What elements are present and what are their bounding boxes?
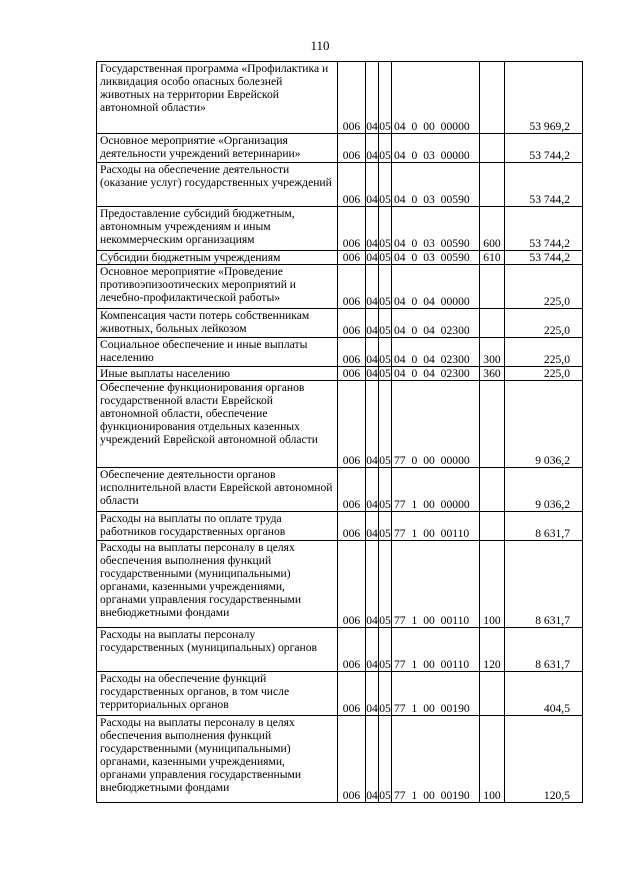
row-name-cell: Государственная программа «Профилактика и ликвидация особо опасных болезней животных на территории Еврейской автономной области» [97,62,338,134]
admin-code-cell: 006 [338,309,366,338]
table-row [97,468,583,512]
target-article-cell: 77 1 00 00000 [392,468,480,512]
expense-type-cell [480,468,505,512]
amount-cell: 53 744,2 [505,134,583,163]
section-code-cell: 04 [366,716,379,803]
section-code-cell: 04 [366,338,379,367]
target-article-cell: 77 1 00 00110 [392,628,480,672]
table-row [97,381,583,468]
section-code-cell: 04 [366,672,379,716]
target-article-cell: 04 0 03 00590 [392,207,480,251]
target-article-cell: 04 0 00 00000 [392,62,480,134]
expense-type-cell [480,163,505,207]
section-code-cell: 04 [366,207,379,251]
section-code-cell: 04 [366,541,379,628]
table-body [97,62,583,803]
target-article-cell: 77 1 00 00190 [392,716,480,803]
table-row [97,134,583,163]
expense-type-cell: 600 [480,207,505,251]
table-row [97,716,583,803]
target-article-cell: 04 0 03 00590 [392,251,480,265]
expense-type-cell: 610 [480,251,505,265]
section-code-cell: 04 [366,163,379,207]
expense-type-cell [480,134,505,163]
table-row [97,628,583,672]
expense-type-cell: 100 [480,716,505,803]
admin-code-cell: 006 [338,468,366,512]
subsection-code-cell: 05 [379,62,392,134]
row-name-cell: Обеспечение функционирования органов государственной власти Еврейской автономной области, обеспечение функционирования отдельных казенных учреждений Еврейской автономной области [97,381,338,468]
admin-code-cell: 006 [338,207,366,251]
table-row [97,367,583,381]
row-name-cell: Расходы на выплаты персоналу в целях обеспечения выполнения функций государственными (муниципальными) органами, казенными учреждениями, органами управления государственными внебюджетными фондами [97,716,338,803]
expense-type-cell [480,265,505,309]
row-name-cell: Предоставление субсидий бюджетным, автономным учреждениям и иным некоммерческим организациям [97,207,338,251]
subsection-code-cell: 05 [379,672,392,716]
amount-cell: 225,0 [505,309,583,338]
target-article-cell: 04 0 04 02300 [392,309,480,338]
section-code-cell: 04 [366,62,379,134]
admin-code-cell: 006 [338,541,366,628]
subsection-code-cell: 05 [379,134,392,163]
subsection-code-cell: 05 [379,381,392,468]
subsection-code-cell: 05 [379,251,391,264]
row-name-cell: Субсидии бюджетным учреждениям [97,251,338,265]
admin-code-cell: 006 [338,381,366,468]
subsection-code-cell: 05 [379,207,392,251]
subsection-code-cell: 05 [379,628,392,672]
amount-cell: 53 969,2 [505,62,583,134]
row-name-cell: Компенсация части потерь собственникам животных, больных лейкозом [97,309,338,338]
table-row [97,163,583,207]
admin-code-cell: 006 [338,716,366,803]
subsection-code-cell: 05 [379,468,392,512]
amount-cell: 8 631,7 [505,512,583,541]
admin-code-cell: 006 [338,338,366,367]
table-row [97,541,583,628]
section-code-cell: 04 [366,367,378,380]
table-row [97,512,583,541]
row-name-cell: Основное мероприятие «Проведение противоэпизоотических мероприятий и лечебно-профилактической работы» [97,265,338,309]
subsection-code-cell: 05 [379,265,392,309]
row-name-cell: Расходы на обеспечение функций государственных органов, в том числе территориальных органов [97,672,338,716]
page-number: 110 [310,38,330,53]
admin-code-cell: 006 [338,62,366,134]
expense-type-cell: 100 [480,541,505,628]
amount-cell: 225,0 [505,265,583,309]
admin-code-cell: 006 [338,672,366,716]
section-code-cell: 04 [366,265,379,309]
section-code-cell: 04 [366,251,378,264]
amount-cell: 9 036,2 [505,381,583,468]
row-name-cell: Расходы на выплаты по оплате труда работников государственных органов [97,512,338,541]
table-row [97,251,583,265]
amount-cell: 404,5 [505,672,583,716]
admin-code-cell: 006 [338,134,366,163]
admin-code-cell: 006 [338,163,366,207]
amount-cell: 53 744,2 [505,207,583,251]
expense-type-cell: 300 [480,338,505,367]
expense-type-cell: 120 [480,628,505,672]
expense-type-cell [480,309,505,338]
subsection-code-cell: 05 [379,163,392,207]
admin-code-cell: 006 [338,251,366,265]
expense-type-cell [480,62,505,134]
amount-cell: 53 744,2 [505,251,583,265]
section-code-cell: 04 [366,628,379,672]
row-name-cell: Расходы на обеспечение деятельности (оказание услуг) государственных учреждений [97,163,338,207]
row-name-cell: Основное мероприятие «Организация деятельности учреждений ветеринарии» [97,134,338,163]
expense-type-cell [480,672,505,716]
row-name-cell: Расходы на выплаты персоналу государственных (муниципальных) органов [97,628,338,672]
admin-code-cell: 006 [338,367,366,381]
subsection-code-cell: 05 [379,338,392,367]
table-row [97,309,583,338]
table-row [97,338,583,367]
target-article-cell: 04 0 04 02300 [392,338,480,367]
target-article-cell: 77 1 00 00190 [392,672,480,716]
target-article-cell: 04 0 03 00590 [392,163,480,207]
amount-cell: 8 631,7 [505,628,583,672]
target-article-cell: 04 0 04 02300 [392,367,480,381]
row-name-cell: Социальное обеспечение и иные выплаты населению [97,338,338,367]
section-code-cell: 04 [366,468,379,512]
target-article-cell: 04 0 04 00000 [392,265,480,309]
amount-cell: 225,0 [505,367,583,381]
amount-cell: 9 036,2 [505,468,583,512]
amount-cell: 53 744,2 [505,163,583,207]
subsection-code-cell: 05 [379,716,392,803]
row-name-cell: Обеспечение деятельности органов исполнительной власти Еврейской автономной области [97,468,338,512]
table-row [97,62,583,134]
expense-type-cell [480,512,505,541]
subsection-code-cell: 05 [379,367,391,380]
amount-cell: 225,0 [505,338,583,367]
expense-type-cell: 360 [480,367,505,381]
target-article-cell: 77 0 00 00000 [392,381,480,468]
table-row [97,207,583,251]
subsection-code-cell: 05 [379,309,392,338]
expense-type-cell [480,381,505,468]
section-code-cell: 04 [366,309,379,338]
table-row [97,672,583,716]
target-article-cell: 77 1 00 00110 [392,541,480,628]
table-row [97,265,583,309]
amount-cell: 120,5 [505,716,583,803]
admin-code-cell: 006 [338,265,366,309]
section-code-cell: 04 [366,512,379,541]
row-name-cell: Расходы на выплаты персоналу в целях обеспечения выполнения функций государственными (муниципальными) органами, казенными учреждениями, органами управления государственными внебюджетными фондами [97,541,338,628]
target-article-cell: 04 0 03 00000 [392,134,480,163]
section-code-cell: 04 [366,381,379,468]
row-name-cell: Иные выплаты населению [97,367,338,381]
section-code-cell: 04 [366,134,379,163]
budget-table [96,61,583,803]
subsection-code-cell: 05 [379,541,392,628]
admin-code-cell: 006 [338,512,366,541]
subsection-code-cell: 05 [379,512,392,541]
amount-cell: 8 631,7 [505,541,583,628]
admin-code-cell: 006 [338,628,366,672]
target-article-cell: 77 1 00 00110 [392,512,480,541]
